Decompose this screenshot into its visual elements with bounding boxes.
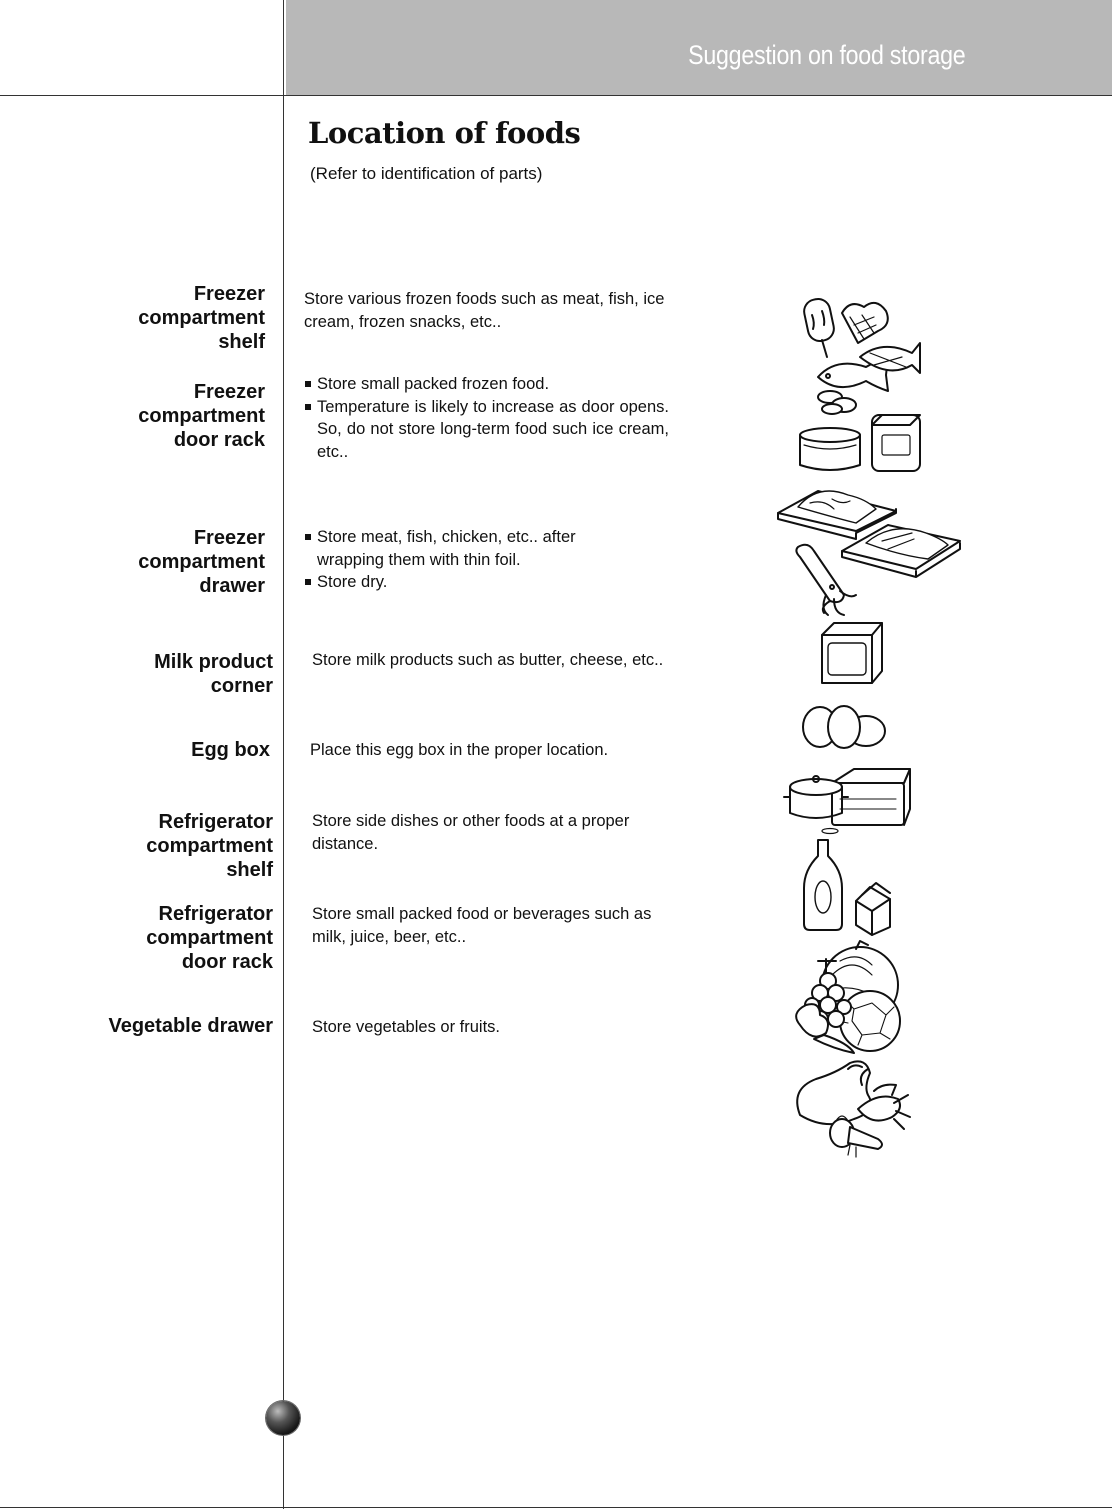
- fish-icon: [818, 343, 920, 414]
- label-egg-box: Egg box: [191, 739, 270, 761]
- squid-icon: [796, 545, 856, 615]
- section-title: Location of foods: [308, 116, 581, 150]
- food-containers-icon: [784, 769, 910, 834]
- desc-milk-product-corner: Store milk products such as butter, cheese, etc..: [312, 651, 664, 669]
- desc-refrigerator-door-rack: Store small packed food or beverages such as milk, juice, beer, etc..: [312, 905, 652, 946]
- label-vegetable-drawer: Vegetable drawer: [108, 1015, 273, 1037]
- milk-carton-icon: [856, 883, 890, 935]
- fruits-icon: [796, 941, 900, 1053]
- eggs-icon: [803, 706, 885, 748]
- bullet-item: Temperature is likely to increase as door opens. So, do not store long-term food such ice cream, etc..: [304, 396, 669, 464]
- vegetables-icon: [797, 1061, 910, 1157]
- header-band: [286, 0, 1112, 95]
- bullet-item: Store small packed frozen food.: [304, 373, 669, 396]
- label-freezer-door-rack: Freezer compartment door rack: [138, 381, 265, 451]
- page-marker-dot: [266, 1401, 300, 1435]
- desc-vegetable-drawer: Store vegetables or fruits.: [312, 1018, 501, 1036]
- desc-refrigerator-shelf: Store side dishes or other foods at a proper distance.: [312, 812, 630, 853]
- header-title: Suggestion on food storage: [687, 40, 965, 70]
- desc-freezer-door-rack: [304, 373, 669, 463]
- label-freezer-shelf: Freezer compartment shelf: [138, 283, 265, 353]
- bottle-icon: [804, 840, 842, 930]
- food-illustrations: [770, 285, 980, 1165]
- desc-freezer-drawer: [304, 526, 634, 594]
- vertical-divider: [283, 0, 284, 1509]
- top-divider: [0, 95, 1112, 96]
- bullet-item: Store dry.: [304, 571, 634, 594]
- label-milk-product-corner: Milk product corner: [154, 651, 273, 697]
- bottom-divider: [0, 1507, 1112, 1508]
- section-subtitle: (Refer to identification of parts): [310, 164, 543, 183]
- label-freezer-drawer: Freezer compartment drawer: [138, 527, 265, 597]
- frozen-container-icon: [800, 415, 920, 471]
- desc-freezer-shelf: Store various frozen foods such as meat, fish, ice cream, frozen snacks, etc..: [304, 290, 665, 331]
- label-refrigerator-door-rack: Refrigerator compartment door rack: [146, 903, 273, 973]
- bullet-item: Store meat, fish, chicken, etc.. after wrapping them with thin foil.: [304, 526, 634, 571]
- label-refrigerator-shelf: Refrigerator compartment shelf: [146, 811, 273, 881]
- butter-box-icon: [822, 623, 882, 683]
- desc-egg-box: Place this egg box in the proper location.: [310, 741, 609, 759]
